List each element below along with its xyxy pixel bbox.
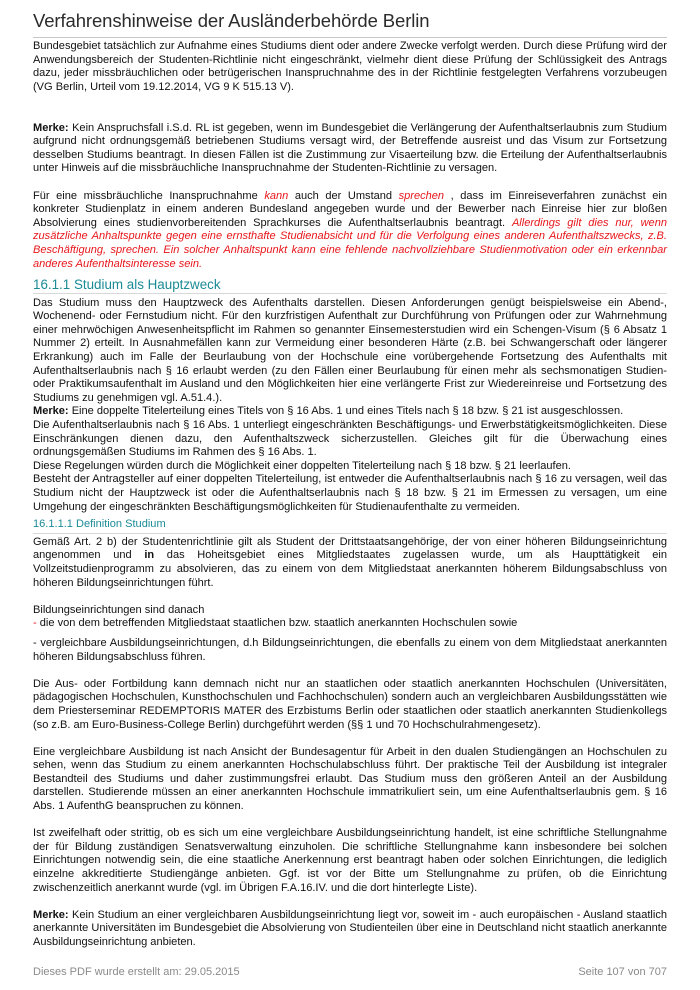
merke-text: Eine doppelte Titelerteilung eines Titels von § 16 Abs. 1 und eines Titels nach § 18 bzw. § 21 ist ausgeschlossen. — [68, 405, 624, 418]
footer-page-number: Seite 107 von 707 — [578, 966, 667, 978]
emphasis-in: in — [144, 549, 155, 562]
paragraph-versagen: Besteht der Antragsteller auf einer doppelten Titelerteilung, ist entweder die Aufenthaltserlaubnis nach § 16 zu versagen, weil das Studium nicht der Hauptzweck ist oder die Aufenthaltserlaubnis nach § 18 bzw. § 21 im Ermessen zu versagen, um eine Umgehung der eingeschränkten Beschäftigungsmöglichkeiten für Studienaufenthalte zu vermeiden. — [33, 473, 667, 513]
highlight-sprechen: sprechen — [398, 189, 445, 202]
paragraph-merke-verlaengerung — [33, 122, 667, 176]
paragraph-leerlaufen: Diese Regelungen würden durch die Möglichkeit einer doppelten Titelerteilung nach § 18 bzw. § 21 leerlaufen. — [33, 459, 571, 472]
list-item: - vergleichbare Ausbildungseinrichtungen, d.h Bildungseinrichtungen, die ebenfalls zu einem von dem Mitgliedstaat anerkannten höheren Bildungsabschluss führen. — [33, 636, 667, 663]
paragraph-hauptzweck: Das Studium muss den Hauptzweck des Aufenthalts darstellen. Diesen Anforderungen genügt beispielsweise ein Abend-, Wochenend- oder Fernstudium nicht. Für den kurzfristigen Aufenthalt zur Durchführung von Prüfungen oder zur Wahrnehmung einer mehrwöchigen Anwesenheitspflicht im Rahmen so genannter Einsemesterstudien wird ein Schengen-Visum (§ 6 Absatz 1 Nummer 2) erteilt. In Ausnahmefällen kann zur Vermeidung einer besonderen Härte (z.B. bei Schwangerschaft oder längerer Erkrankung) auch im Falle der Beurlaubung von der Hochschule eine vorübergehende Fortsetzung des Aufenthalts mit Aufenthaltserlaubnis nach § 16 erlaubt werden (zu den Fällen einer Beurlaubung für einen mehr als sechsmonatigen Studien- oder Praktikumsaufenthalt im Ausland und den Möglichkeiten hier eine verlängerte Frist zur Wiedereinreise und Fortsetzung des Studiums zu genehmigen vgl. A.51.4.). — [33, 296, 667, 404]
dash-marker: - — [33, 617, 37, 630]
paragraph-vergleichbare-ausbildung: Eine vergleichbare Ausbildung ist nach Ansicht der Bundesagentur für Arbeit in den dualen Studiengängen an Hochschulen zu sehen, wenn das Studium zu einem anerkannten Hochschulabschluss führt. Der praktische Teil der Ausbildung ist integraler Bestandteil des Studiums und daher zustimmungsfrei erlaubt. Das Studium muss den größeren Anteil an der Ausbildung darstellen. Studierende müssen an einer anerkannten Hochschule immatrikuliert sein, um eine Aufenthaltserlaubnis gem. § 16 Abs. 1 AufenthG beanspruchen zu können. — [33, 745, 667, 813]
page-title: Verfahrenshinweise der Ausländerbehörde Berlin — [33, 10, 667, 38]
highlight-allerdings: Allerdings gilt dies nur, wenn zusätzliche Anhaltspunkte gegen eine ernsthafte Studienabsicht und für die Verfolgung eines anderen Aufenthaltszwecks, z.B. Beschäftigung, sprechen. Ein solcher Anhaltspunkt kann eine fehlende nachvollziehbare Studienmotivation oder ein erkennbar anderes Aufenthaltsinteresse sein. — [33, 216, 667, 270]
merke-label: Merke: — [33, 405, 69, 418]
highlight-kann: kann — [264, 189, 289, 202]
paragraph-merke-ausland — [33, 909, 667, 950]
merke-label: Merke: — [33, 121, 69, 134]
paragraph-einschraenkungen: Die Aufenthaltserlaubnis nach § 16 Abs. 1 unterliegt eingeschränkten Beschäftigungs- und Erwerbstätigkeitsmöglichkeiten. Diese Einschränkungen dienen dazu, den Aufenthaltszweck sicherzustellen. Gleiches gilt für die Überwachung eines ordnungsgemäßen Studiums im Rahmen des § 16 Abs. 1. — [33, 419, 667, 459]
paragraph-missbrauch: Für eine missbräuchliche Inanspruchnahme kann auch der Umstand sprechen , dass im Einreiseverfahren zunächst ein konkreter Studienplatz in einem anderen Bundesland angegeben wurde und der Bewerber nach Einreise hier zur bloßen Absolvierung eines studienvorbereitenden Sprachkurses die Aufenthaltserlaubnis beantragt. Allerdings gilt dies nur, wenn zusätzliche Anhaltspunkte gegen eine ernsthafte Studienabsicht und für die Verfolgung eines anderen Aufenthaltszwecks, z.B. Beschäftigung, sprechen. Ein solcher Anhaltspunkt kann eine fehlende nachvollziehbare Studienmotivation oder ein erkennbar anderes Aufenthaltsinteresse sein. — [33, 189, 667, 270]
list-item: - die von dem betreffenden Mitgliedstaat staatlichen bzw. staatlich anerkannten Hochschulen sowie — [33, 617, 518, 630]
paragraph-zweifelhaft: Ist zweifelhaft oder strittig, ob es sich um eine vergleichbare Ausbildungseinrichtung handelt, ist eine schriftliche Stellungnahme der für Bildung zuständigen Senatsverwaltung einzuholen. Die schriftliche Stellungnahme kann insbesondere bei solchen Einrichtungen notwendig sein, die eine staatliche Anerkennung erst beantragt haben oder solchen Einrichtungen, die lediglich einzelne akkreditierte Studiengänge anbieten. Ggf. ist vor der Bitte um Stellungnahme zu prüfen, ob die Einrichtung zwischenzeitlich anerkannt wurde (vgl. im Übrigen F.A.16.IV. und die dort hinterlegte Liste). — [33, 827, 667, 894]
paragraph-bildungseinrichtungen: Bildungseinrichtungen sind danach — [33, 603, 205, 616]
footer-created-date: Dieses PDF wurde erstellt am: 29.05.2015 — [33, 966, 240, 978]
document-body — [33, 40, 667, 950]
paragraph-fortbildung: Die Aus- oder Fortbildung kann demnach nicht nur an staatlichen oder staatlich anerkannten Hochschulen (Universitäten, pädagogischen Hochschulen, Kunsthochschulen und Fachhochschulen) sondern auch an vergleichbaren Ausbildungsstätten wie dem Priesterseminar REDEMPTORIS MATER des Erzbistums Berlin oder staatlichen oder staatlich anerkannten Studienkollegs (so z.B. am Euro-Business-College Berlin) durchgeführt werden (§§ 1 und 70 Hochschulrahmengesetz). — [33, 677, 667, 731]
paragraph-merke-doppelte-titelerteilung — [33, 405, 667, 419]
paragraph-definition: Gemäß Art. 2 b) der Studentenrichtlinie gilt als Student der Drittstaatsangehörige, der von einer höheren Bildungseinrichtung angenommen und in das Hoheitsgebiet eines Mitgliedstaates zugelassen wurde, um als Haupttätigkeit ein Vollzeitstudienprogramm zu absolvieren, das zu einem von dem Mitgliedstaat anerkannten höherem Bildungsabschluss von höheren Bildungseinrichtungen führt. — [33, 535, 668, 589]
merke-text: Kein Studium an einer vergleichbaren Ausbildungseinrichtung liegt vor, soweit im - auch europäischen - Ausland staatlich anerkannte Universitäten im Bundesgebiet die Absolvierung von Studienteilen über eine in Deutschland nicht staatlich anerkannte Ausbildungseinrichtung anbieten. — [33, 908, 667, 948]
subsection-heading-definition: 16.1.1.1 Definition Studium — [33, 518, 667, 534]
merke-text: Kein Anspruchsfall i.S.d. RL ist gegeben, wenn im Bundesgebiet die Verlängerung der Aufenthaltserlaubnis zum Studium aufgrund nicht ordnungsgemäß betriebenen Studiums versagt wird, der Betreffende ausreist und das Visum zur Fortsetzung desselben Studiums beantragt. In diesen Fällen ist die Zustimmung zur Visaerteilung bzw. die Erteilung der Aufenthaltserlaubnis unter Hinweis auf die missbräuchliche Inanspruchnahme der Studenten-Richtlinie zu versagen. — [33, 121, 667, 175]
section-heading-hauptzweck: 16.1.1 Studium als Hauptzweck — [33, 278, 667, 294]
paragraph-intro: Bundesgebiet tatsächlich zur Aufnahme eines Studiums dient oder andere Zwecke verfolgt werden. Durch diese Prüfung wird der Anwendungsbereich der Studenten-Richtlinie nicht eingeschränkt, vielmehr dient diese Prüfung der Schlüssigkeit des Antrags dazu, jeder missbräuchlichen oder betrügerischen Inanspruchnahme des in der Richtlinie festgelegten Verfahrens vorzubeugen (VG Berlin, Urteil vom 19.12.2014, VG 9 K 515.13 V). — [33, 40, 667, 93]
merke-label: Merke: — [33, 908, 69, 921]
